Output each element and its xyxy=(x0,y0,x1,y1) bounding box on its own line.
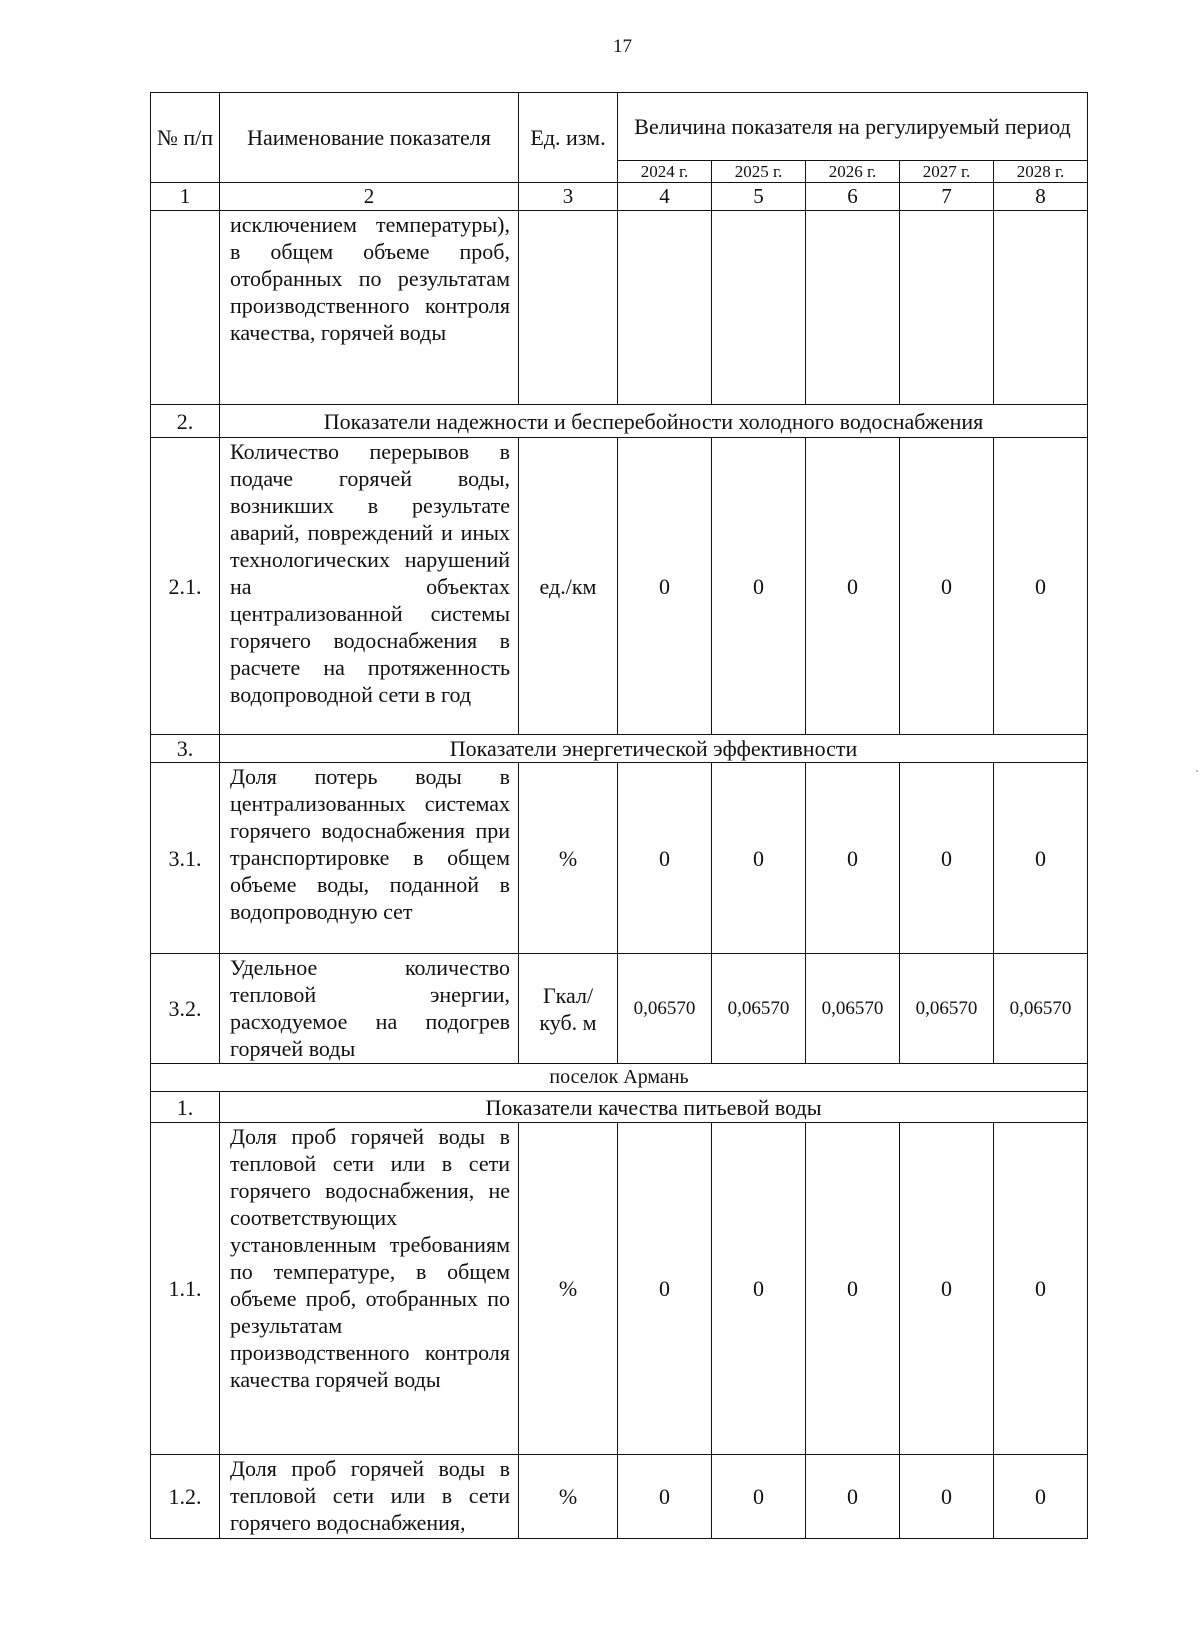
unit: % xyxy=(519,1455,618,1539)
unit: ед./км xyxy=(519,438,618,735)
header-name: Наименование показателя xyxy=(220,93,519,183)
header-value: Величина показателя на регулируемый период xyxy=(618,93,1088,161)
col-index: 5 xyxy=(712,183,806,211)
value-2026: 0 xyxy=(806,1455,900,1539)
table-row xyxy=(151,1123,1088,1455)
table-row xyxy=(151,438,1088,735)
unit: % xyxy=(519,763,618,954)
col-index: 7 xyxy=(900,183,994,211)
value-2024: 0 xyxy=(618,438,712,735)
row-num: 3.2. xyxy=(151,954,220,1064)
value-2026: 0,06570 xyxy=(806,954,900,1064)
section-title: Показатели качества питьевой воды xyxy=(220,1092,1088,1123)
section-title: Показатели надежности и бесперебойности холодного водоснабжения xyxy=(220,405,1088,438)
village-row xyxy=(151,1064,1088,1092)
value-2026: 0 xyxy=(806,438,900,735)
village-title: поселок Армань xyxy=(151,1064,1088,1092)
value-2028: 0 xyxy=(994,1123,1088,1455)
value-2028: 0 xyxy=(994,763,1088,954)
row-num: 1.1. xyxy=(151,1123,220,1455)
value-2027: 0 xyxy=(900,763,994,954)
row-num: 3.1. xyxy=(151,763,220,954)
indicator-name: Удельное количество тепловой энергии, расходуемое на подогрев горячей воды xyxy=(220,954,519,1064)
indicator-name: исключением температуры), в общем объеме проб, отобранных по результатам производственного контроля качества, горячей воды xyxy=(220,211,519,405)
value-2024: 0 xyxy=(618,1455,712,1539)
value-2027: 0 xyxy=(900,1123,994,1455)
value-2025: 0 xyxy=(712,438,806,735)
section-row xyxy=(151,405,1088,438)
value-2027: 0,06570 xyxy=(900,954,994,1064)
value-2024: 0,06570 xyxy=(618,954,712,1064)
column-index-row xyxy=(151,183,1088,211)
value-2026: 0 xyxy=(806,1123,900,1455)
value-2025: 0,06570 xyxy=(712,954,806,1064)
value-2027: 0 xyxy=(900,438,994,735)
indicators-table xyxy=(150,92,1088,1539)
indicator-name: Доля потерь воды в централизованных системах горячего водоснабжения при транспортировке в общем объеме воды, поданной в водопроводную сет xyxy=(220,763,519,954)
table-row xyxy=(151,763,1088,954)
page-number: 17 xyxy=(613,36,632,57)
scan-artifact xyxy=(1196,770,1198,772)
col-index: 8 xyxy=(994,183,1088,211)
value-2025: 0 xyxy=(712,1455,806,1539)
value-2028: 0 xyxy=(994,438,1088,735)
row-num: 1.2. xyxy=(151,1455,220,1539)
section-num: 3. xyxy=(151,735,220,763)
table-row xyxy=(151,954,1088,1064)
header-row xyxy=(151,93,1088,161)
value-2025: 0 xyxy=(712,763,806,954)
unit: % xyxy=(519,1123,618,1455)
section-title: Показатели энергетической эффективности xyxy=(220,735,1088,763)
unit-line: Гкал/ xyxy=(542,982,594,1008)
table-row xyxy=(151,1455,1088,1539)
value-2028: 0,06570 xyxy=(994,954,1088,1064)
year-2024: 2024 г. xyxy=(618,161,712,183)
value-2026: 0 xyxy=(806,763,900,954)
value-2024: 0 xyxy=(618,763,712,954)
value-2024: 0 xyxy=(618,1123,712,1455)
indicator-name: Количество перерывов в подаче горячей воды, возникших в результате аварий, повреждений и иных технологических нарушений на объектах централизованной системы горячего водоснабжения в расчете на протяженность водопроводной сети в год xyxy=(220,438,519,735)
value-2025: 0 xyxy=(712,1123,806,1455)
section-row xyxy=(151,735,1088,763)
value-2027: 0 xyxy=(900,1455,994,1539)
col-index: 6 xyxy=(806,183,900,211)
year-2026: 2026 г. xyxy=(806,161,900,183)
year-2025: 2025 г. xyxy=(712,161,806,183)
table-row xyxy=(151,211,1088,405)
col-index: 4 xyxy=(618,183,712,211)
col-index: 2 xyxy=(220,183,519,211)
indicator-name: Доля проб горячей воды в тепловой сети или в сети горячего водоснабжения, xyxy=(220,1455,519,1539)
year-2027: 2027 г. xyxy=(900,161,994,183)
value-2028: 0 xyxy=(994,1455,1088,1539)
year-2028: 2028 г. xyxy=(994,161,1088,183)
col-index: 1 xyxy=(151,183,220,211)
header-unit: Ед. изм. xyxy=(519,93,618,183)
unit-line: куб. м xyxy=(539,1009,597,1035)
header-num: № п/п xyxy=(151,93,220,183)
unit xyxy=(519,954,618,1064)
section-num: 2. xyxy=(151,405,220,438)
section-num: 1. xyxy=(151,1092,220,1123)
col-index: 3 xyxy=(519,183,618,211)
indicator-name: Доля проб горячей воды в тепловой сети или в сети горячего водоснабжения, не соответствующих установленным требованиям по температуре, в общем объеме проб, отобранных по результатам производственного контроля качества горячей воды xyxy=(220,1123,519,1455)
section-row xyxy=(151,1092,1088,1123)
row-num: 2.1. xyxy=(151,438,220,735)
